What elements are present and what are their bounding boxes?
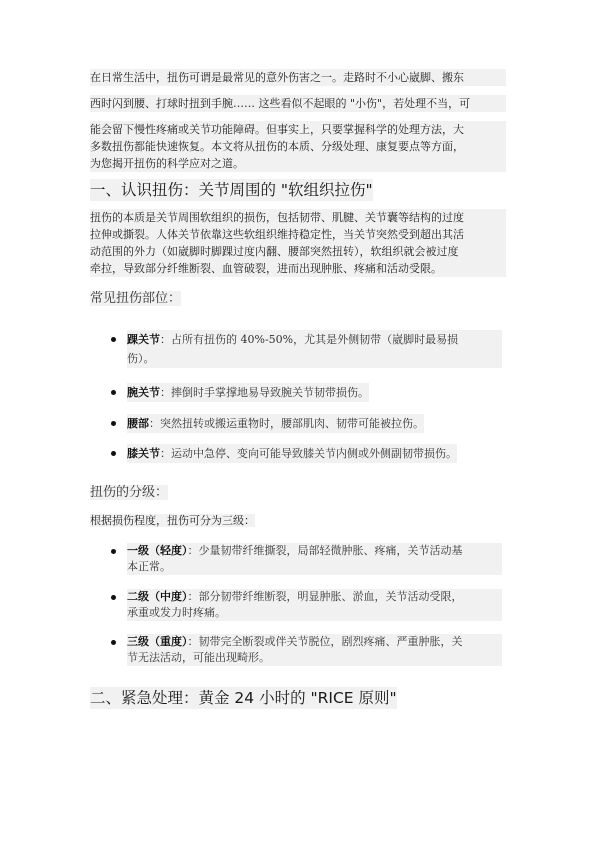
list-item-text <box>127 330 502 368</box>
list-item-desc: 突然扭转或搬运重物时，腰部肌肉、韧带可能被拉伤。 <box>160 417 424 430</box>
bullet-icon <box>111 337 116 342</box>
grades-intro <box>90 513 506 529</box>
section-body <box>90 209 506 277</box>
separator: ： <box>160 333 171 346</box>
list-item-desc: 摔倒时手掌撑地易导致腕关节韧带损伤。 <box>171 386 369 399</box>
list-item-term: 一级（轻度） <box>127 544 188 557</box>
list-item-text <box>127 634 502 666</box>
list-item-term: 腕关节 <box>127 386 160 399</box>
list-item-desc: 运动中急停、变向可能导致膝关节内侧或外侧副韧带损伤。 <box>171 447 457 460</box>
section-heading <box>90 178 373 200</box>
separator: ： <box>187 635 199 648</box>
bullet-icon <box>111 451 116 456</box>
section-heading-text: 二、紧急处理：黄金 24 小时的 "RICE 原则" <box>90 689 397 707</box>
intro-line: 能会留下慢性疼痛或关节功能障碍。但事实上，只要掌握科学的处理方法，大 <box>90 121 506 138</box>
list-item-term: 腰部 <box>127 417 149 430</box>
separator: ： <box>160 386 171 399</box>
list-item-desc: 本正常。 <box>127 560 171 573</box>
list-item-text <box>127 444 457 463</box>
intro-line: 西时闪到腰、打球时扭到手腕…… 这些看似不起眼的 "小伤"，若处理不当，可 <box>90 95 506 112</box>
list-item-desc: 部分韧带纤维断裂，明显肿胀、淤血，关节活动受限， <box>198 590 463 603</box>
list-item-text <box>127 589 502 621</box>
list-item-desc: 韧带完全断裂或伴关节脱位，剧烈疼痛、严重肿胀，关 <box>198 635 463 648</box>
subheading-common-sites <box>90 287 181 306</box>
list-item-term: 三级（重度） <box>127 635 188 648</box>
list-item-desc: 节无法活动，可能出现畸形。 <box>127 651 270 664</box>
separator: ： <box>187 590 199 603</box>
intro-line: 在日常生活中，扭伤可谓是最常见的意外伤害之一。走路时不小心崴脚、搬东 <box>90 69 506 86</box>
bullet-icon <box>111 549 116 554</box>
intro-line: 多数扭伤都能快速恢复。本文将从扭伤的本质、分级处理、康复要点等方面， <box>90 138 506 155</box>
list-item-text <box>127 383 369 402</box>
list-item-term: 膝关节 <box>127 447 160 460</box>
bullet-icon <box>111 421 116 426</box>
list-item-desc: 承重或发力时疼痛。 <box>127 606 226 619</box>
body-line: 牵拉，导致部分纤维断裂、血管破裂，进而出现肿胀、疼痛和活动受限。 <box>90 260 506 277</box>
body-line: 拉伸或撕裂。人体关节依靠这些软组织维持稳定性，当关节突然受到超出其活 <box>90 226 506 243</box>
list-item-desc: 少量韧带纤维撕裂，局部轻微肿胀、疼痛，关节活动基 <box>198 544 463 557</box>
separator: ： <box>187 544 199 557</box>
subheading-text: 扭伤的分级： <box>90 485 169 500</box>
subheading-text: 常见扭伤部位： <box>90 291 182 306</box>
grades-intro-text: 根据损伤程度，扭伤可分为三级： <box>90 514 255 527</box>
bullet-icon <box>111 595 116 600</box>
list-item-text <box>127 543 502 575</box>
intro-line: 为您揭开扭伤的科学应对之道。 <box>90 155 506 172</box>
subheading-grades <box>90 481 168 500</box>
list-item-term: 二级（中度） <box>127 590 188 603</box>
separator: ： <box>160 447 171 460</box>
section-heading-text: 一、认识扭伤：关节周围的 "软组织拉伤" <box>90 181 373 199</box>
body-line: 动范围的外力（如崴脚时脚踝过度内翻、腰部突然扭转），软组织就会被过度 <box>90 243 506 260</box>
body-line: 扭伤的本质是关节周围软组织的损伤，包括韧带、肌腱、关节囊等结构的过度 <box>90 209 506 226</box>
list-item-text <box>127 414 424 433</box>
list-item-term: 踝关节 <box>127 333 160 346</box>
bullet-icon <box>111 390 116 395</box>
list-item-desc: 伤）。 <box>127 352 155 365</box>
intro-paragraph <box>90 69 506 172</box>
bullet-icon <box>111 640 116 645</box>
separator: ： <box>149 417 160 430</box>
list-item-desc: 占所有扭伤的 40%-50%，尤其是外侧韧带（崴脚时最易损 <box>171 333 459 346</box>
section-heading <box>90 686 397 708</box>
